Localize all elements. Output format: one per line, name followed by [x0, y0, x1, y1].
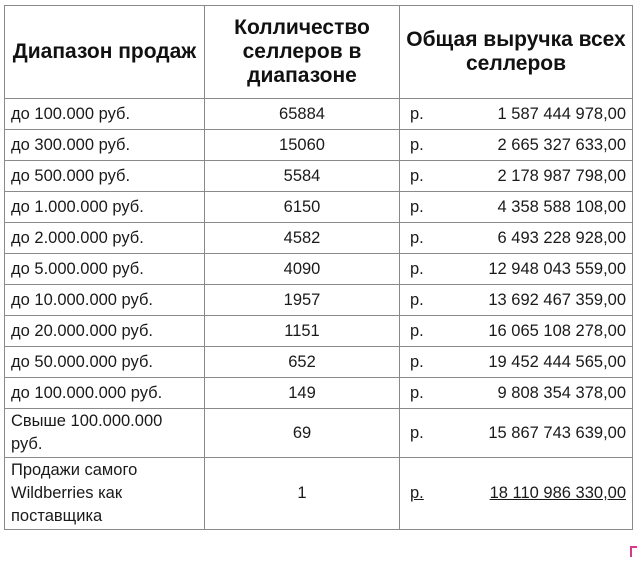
- currency-cell: р.: [400, 285, 458, 316]
- count-cell: 6150: [205, 192, 400, 223]
- range-cell: до 10.000.000 руб.: [5, 285, 205, 316]
- table-row: [5, 347, 633, 378]
- currency-cell: р.: [400, 254, 458, 285]
- table-row: [5, 99, 633, 130]
- amount-cell: 15 867 743 639,00: [458, 409, 633, 458]
- currency-cell: р.: [400, 161, 458, 192]
- count-cell: 1151: [205, 316, 400, 347]
- range-cell: до 2.000.000 руб.: [5, 223, 205, 254]
- table-row: [5, 458, 633, 530]
- amount-cell: 4 358 588 108,00: [458, 192, 633, 223]
- range-cell: до 1.000.000 руб.: [5, 192, 205, 223]
- amount-cell: 1 587 444 978,00: [458, 99, 633, 130]
- range-cell: до 500.000 руб.: [5, 161, 205, 192]
- table-row: [5, 409, 633, 458]
- table-row: [5, 192, 633, 223]
- selection-corner-marker: [630, 546, 637, 557]
- table-row: [5, 378, 633, 409]
- amount-cell: 16 065 108 278,00: [458, 316, 633, 347]
- range-cell: до 100.000.000 руб.: [5, 378, 205, 409]
- amount-cell: 2 178 987 798,00: [458, 161, 633, 192]
- currency-cell: р.: [400, 223, 458, 254]
- count-cell: 149: [205, 378, 400, 409]
- range-cell: до 100.000 руб.: [5, 99, 205, 130]
- count-cell: 15060: [205, 130, 400, 161]
- header-range: Диапазон продаж: [5, 6, 205, 99]
- amount-cell: 13 692 467 359,00: [458, 285, 633, 316]
- header-revenue: Общая выручка всех селлеров: [400, 6, 633, 99]
- range-cell: Продажи самого Wildberries как поставщика: [5, 458, 205, 530]
- currency-cell: р.: [400, 316, 458, 347]
- amount-cell: 19 452 444 565,00: [458, 347, 633, 378]
- table-row: [5, 285, 633, 316]
- currency-cell: р.: [400, 347, 458, 378]
- range-cell: Свыше 100.000.000 руб.: [5, 409, 205, 458]
- sales-range-table: [4, 5, 633, 530]
- table-row: [5, 223, 633, 254]
- count-cell: 4582: [205, 223, 400, 254]
- header-count: Колличество селлеров в диапазоне: [205, 6, 400, 99]
- amount-cell: [458, 458, 633, 530]
- count-cell: 1: [205, 458, 400, 530]
- count-cell: 69: [205, 409, 400, 458]
- count-cell: 1957: [205, 285, 400, 316]
- count-cell: 65884: [205, 99, 400, 130]
- table-row: [5, 130, 633, 161]
- count-cell: 5584: [205, 161, 400, 192]
- currency-cell: р.: [400, 130, 458, 161]
- currency-cell: р.: [400, 378, 458, 409]
- count-cell: 652: [205, 347, 400, 378]
- currency-text: р.: [410, 484, 424, 502]
- count-cell: 4090: [205, 254, 400, 285]
- currency-cell: р.: [400, 192, 458, 223]
- table-row: [5, 316, 633, 347]
- table-row: [5, 254, 633, 285]
- amount-cell: 6 493 228 928,00: [458, 223, 633, 254]
- table-row: [5, 161, 633, 192]
- table-header-row: [5, 6, 633, 99]
- amount-text: 18 110 986 330,00: [489, 484, 627, 502]
- range-cell: до 5.000.000 руб.: [5, 254, 205, 285]
- range-cell: до 300.000 руб.: [5, 130, 205, 161]
- currency-cell: р.: [400, 409, 458, 458]
- range-cell: до 50.000.000 руб.: [5, 347, 205, 378]
- currency-cell: р.: [400, 99, 458, 130]
- amount-cell: 12 948 043 559,00: [458, 254, 633, 285]
- range-cell: до 20.000.000 руб.: [5, 316, 205, 347]
- amount-cell: 9 808 354 378,00: [458, 378, 633, 409]
- currency-cell: [400, 458, 458, 530]
- amount-cell: 2 665 327 633,00: [458, 130, 633, 161]
